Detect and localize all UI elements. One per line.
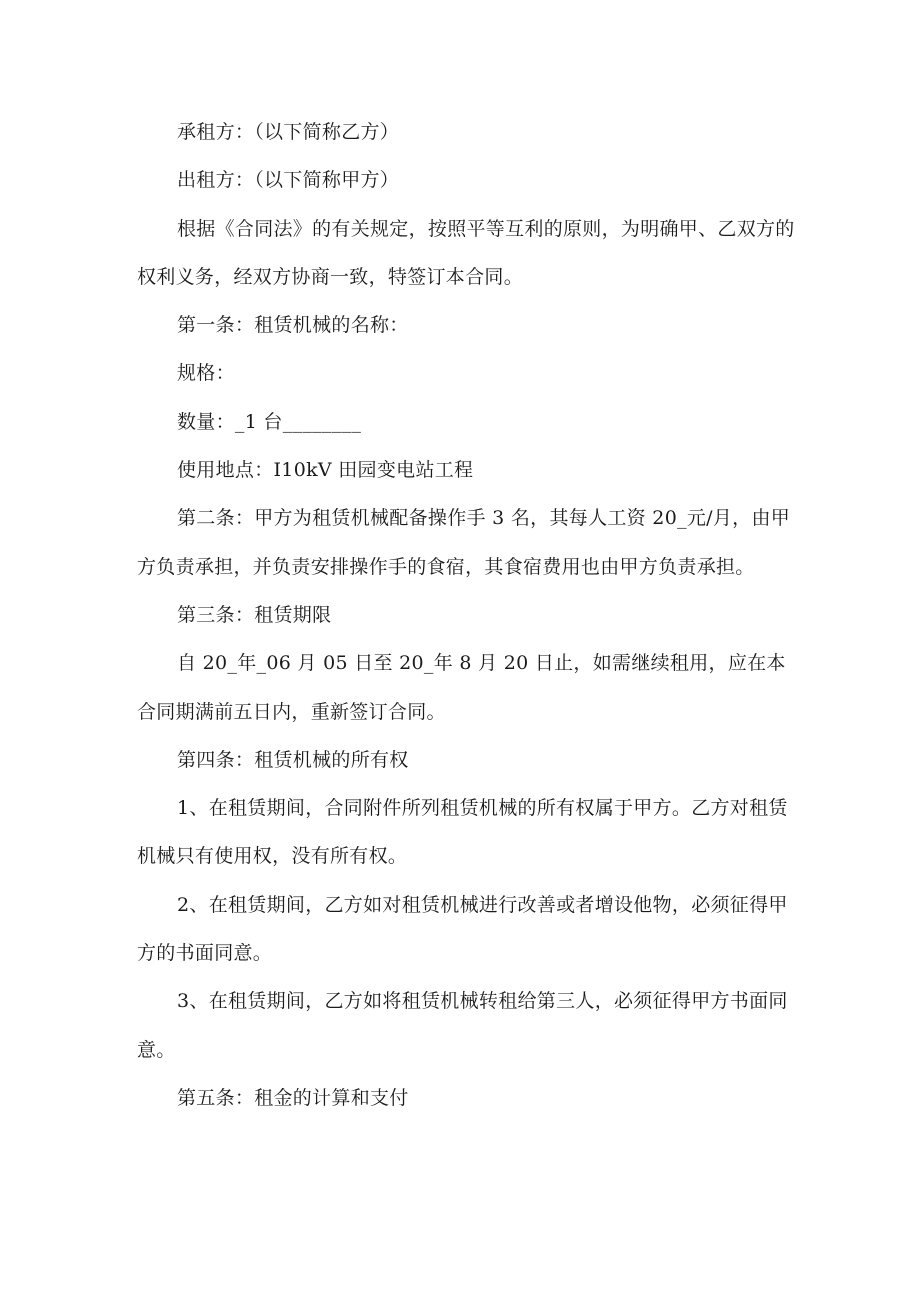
article-5-heading: 第五条：租金的计算和支付 <box>177 1086 409 1109</box>
spec-line: 规格： <box>177 362 235 385</box>
article-4-heading: 第四条：租赁机械的所有权 <box>177 748 409 771</box>
article-2-paragraph: 第二条：甲方为租赁机械配备操作手 3 名，其每人工资 20_元/月，由甲方负责承担，并负责安排操作手的食宿，其食宿费用也由甲方负责承担。 <box>137 507 791 578</box>
preamble-paragraph: 根据《合同法》的有关规定，按照平等互利的原则，为明确甲、乙双方的权利义务，经双方协商一致，特签订本合同。 <box>137 217 795 288</box>
location-line: 使用地点：I10kV 田园变电站工程 <box>177 459 474 482</box>
contract-body <box>137 108 797 1122</box>
lessor-line: 出租方：（以下简称甲方） <box>177 169 400 192</box>
quantity-line: 数量：_1 台________ <box>177 410 362 433</box>
ownership-clause-1: 1、在租赁期间，合同附件所列租赁机械的所有权属于甲方。乙方对租赁机械只有使用权，没有所有权。 <box>137 797 788 868</box>
lessee-line: 承租方：（以下简称乙方） <box>177 121 400 143</box>
ownership-clause-3: 3、在租赁期间，乙方如将租赁机械转租给第三人，必须征得甲方书面同意。 <box>137 990 788 1061</box>
lease-term-paragraph: 自 20_年_06 月 05 日至 20_年 8 月 20 日止，如需继续租用，应在本合同期满前五日内，重新签订合同。 <box>137 652 786 723</box>
article-3-heading: 第三条：租赁期限 <box>177 603 332 626</box>
ownership-clause-2: 2、在租赁期间，乙方如对租赁机械进行改善或者增设他物，必须征得甲方的书面同意。 <box>137 893 788 965</box>
article-1-heading: 第一条：租赁机械的名称： <box>177 314 409 337</box>
